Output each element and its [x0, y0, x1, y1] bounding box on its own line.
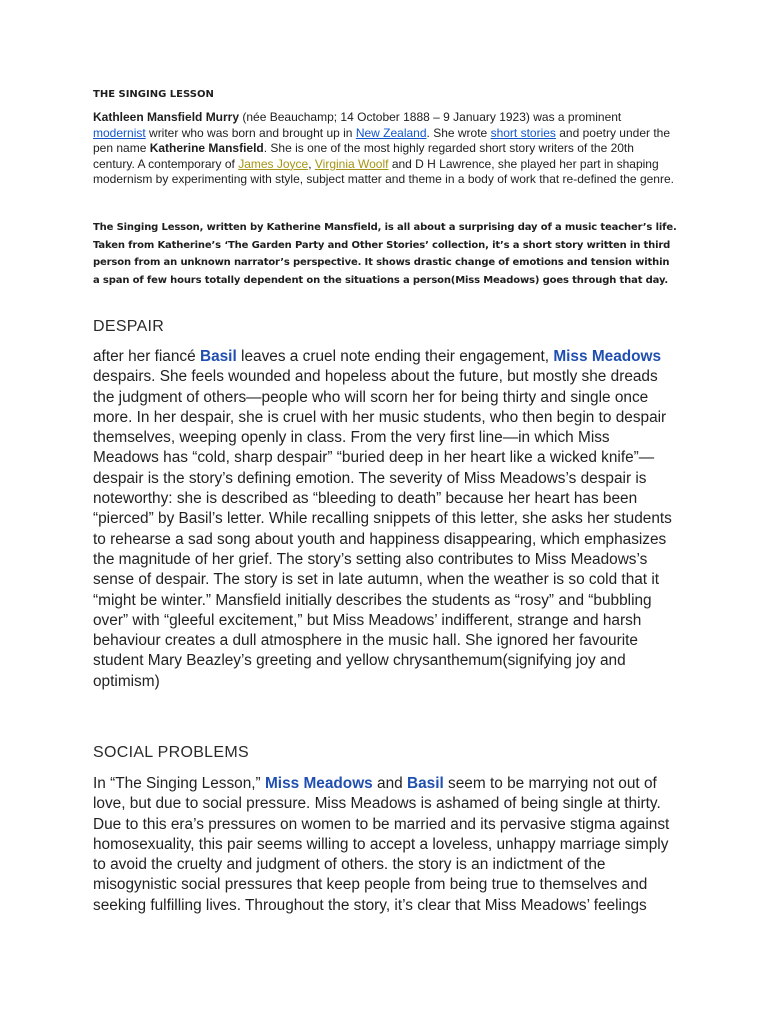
despair-text: after her fiancé — [93, 348, 200, 365]
intro-text: and poetry under the pen name — [93, 125, 671, 156]
social-text: seem to be marrying not out of love, but due to social pressure. Miss Meadows is ashamed of being single at thirty. Due to this era’s pressures on women to be married and its pervasive stigma against homosexuality, this pair seems willing to accept a loveless, unhappy marriage simply to avoid the cruelty and judgment of others. the story is an indictment of the misogynistic social pressures that keep people from being true to themselves and seeking fulfilling lives. Throughout the story, it’s clear that Miss Meadows’ feelings — [93, 775, 670, 914]
character-name-basil: Basil — [406, 775, 444, 792]
character-name-basil: Basil — [199, 348, 237, 365]
intro-text: , — [308, 156, 315, 171]
despair-text: despairs. She feels wounded and hopeless about the future, but mostly she dreads the judgment of others—people who will scorn her for being thirty and single once more. In her despair, she is cruel with her music students, who then begin to despair themselves, weeping openly in class. From the very first line—in which Miss Meadows has “cold, sharp despair” “buried deep in her heart like a wicked knife”—despair is the story’s defining emotion. The severity of Miss Meadows’s despair is noteworthy: she is described as “bleeding to death” because her heart has been “pierced” by Basil’s letter. While recalling snippets of this letter, she asks her students to rehearse a sad song about youth and happiness disappearing, which emphasizes the magnitude of her grief. The story’s setting also contributes to Miss Meadows’s sense of despair. The story is set in late autumn, when the weather is so cold that it “might be winter.” Mansfield initially describes the students as “rosy” and “bubbling over” with “gleeful excitement,” but Miss Meadows’ indifferent, strange and harsh behaviour creates a dull atmosphere in the music hall. She ignored her favourite student Mary Beazley’s greeting and yellow chrysanthemum(signifying joy and optimism) — [93, 368, 672, 690]
intro-text: and D H Lawrence, she played her part in shaping modernism by experimenting with style, subject matter and theme in a body of work that re-defined the genre. — [93, 156, 674, 187]
intro-text: . She wrote — [426, 125, 491, 140]
author-name: Kathleen Mansfield Murry — [93, 110, 240, 124]
section-heading-social-problems: SOCIAL PROBLEMS — [93, 744, 249, 761]
character-name-miss-meadows: Miss Meadows — [553, 348, 662, 365]
intro-text: . She is one of the most highly regarded short story writers of the 20th century. A contemporary of — [93, 141, 634, 171]
pen-name: Katherine Mansfield — [149, 141, 264, 156]
link-james-joyce[interactable]: James Joyce — [238, 156, 309, 171]
summary-paragraph: The Singing Lesson, written by Katherine Mansfield, is all about a surprising day of a music teacher’s life. Taken from Katherine’s ‘The Garden Party and Other Stories’ collection, it’s a short story written in third person from an unknown narrator’s perspective. It shows drastic change of emotions and tension within a span of few hours totally dependent on the situations a person(Miss Meadows) goes through that day. — [93, 222, 677, 286]
intro-text: writer who was born and brought up in — [145, 125, 356, 140]
despair-text: leaves a cruel note ending their engagement, — [236, 348, 554, 365]
link-short-stories[interactable]: short stories — [490, 125, 556, 140]
social-text: and — [372, 775, 407, 792]
link-new-zealand[interactable]: New Zealand — [355, 125, 427, 140]
intro-text: (née Beauchamp; 14 October 1888 – 9 January 1923) was a prominent — [239, 110, 622, 124]
section-heading-despair: DESPAIR — [93, 318, 165, 335]
despair-paragraph — [93, 347, 677, 692]
social-paragraph — [93, 774, 677, 916]
character-name-miss-meadows: Miss Meadows — [264, 775, 373, 792]
intro-paragraph — [93, 110, 677, 188]
social-text: In “The Singing Lesson,” — [93, 775, 265, 792]
link-modernist[interactable]: modernist — [93, 125, 146, 140]
link-virginia-woolf[interactable]: Virginia Woolf — [314, 156, 389, 171]
document-title: THE SINGING LESSON — [93, 89, 214, 100]
